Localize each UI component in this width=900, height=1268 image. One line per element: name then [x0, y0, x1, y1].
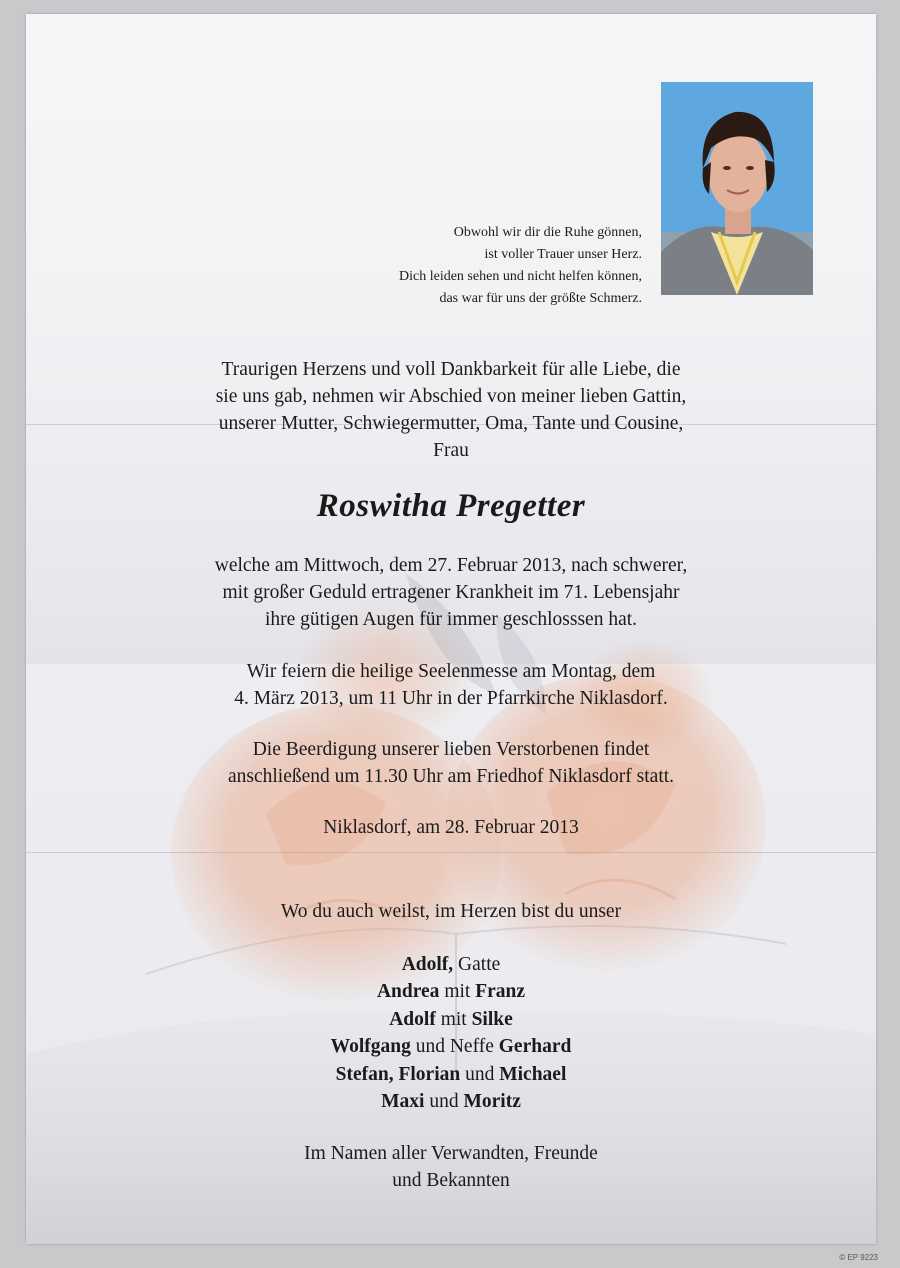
death-line: mit großer Geduld ertragener Krankheit im 71. Lebensjahr	[222, 582, 680, 603]
burial-line: anschließend um 11.30 Uhr am Friedhof Niklasdorf statt.	[227, 766, 675, 787]
mourner-name: Andrea	[376, 981, 440, 1003]
quote-line: das war für uns der größte Schmerz.	[439, 291, 642, 306]
intro-line: sie uns gab, nehmen wir Abschied von meiner lieben Gattin,	[215, 386, 687, 407]
motto-line: Wo du auch weilst, im Herzen bist du unser	[280, 901, 622, 922]
mourner-name: Michael	[499, 1063, 567, 1085]
intro-line: unserer Mutter, Schwiegermutter, Oma, Tante und Cousine,	[218, 413, 684, 434]
mourner-connector: mit	[435, 1008, 472, 1030]
mourner-connector: mit	[439, 981, 476, 1003]
place-date	[106, 814, 796, 841]
obituary-sheet	[26, 14, 876, 1244]
mourner-line	[136, 978, 766, 1005]
mourner-line	[136, 1061, 766, 1088]
mourner-name: Franz	[475, 981, 526, 1003]
death-paragraph	[106, 552, 796, 633]
mourner-line	[136, 1006, 766, 1033]
closing-line: Im Namen aller Verwandten, Freunde	[304, 1143, 598, 1164]
intro-line: Traurigen Herzens und voll Dankbarkeit für alle Liebe, die	[221, 359, 681, 380]
deceased-name: Roswitha Pregetter	[316, 488, 586, 524]
place-date-line: Niklasdorf, am 28. Februar 2013	[323, 817, 579, 838]
quote-line: ist voller Trauer unser Herz.	[484, 247, 642, 262]
mourners-list	[136, 951, 766, 1115]
intro-paragraph	[136, 356, 766, 464]
mourner-connector: und	[424, 1091, 464, 1113]
mass-line: 4. März 2013, um 11 Uhr in der Pfarrkirche Niklasdorf.	[234, 688, 668, 709]
print-code: © EP 9223	[839, 1253, 878, 1262]
mourner-connector: und Neffe	[410, 1036, 499, 1058]
mourner-name: Wolfgang	[330, 1036, 411, 1058]
closing-line: und Bekannten	[392, 1170, 510, 1191]
mass-paragraph	[106, 658, 796, 712]
mourner-line	[136, 1088, 766, 1115]
quote-line: Dich leiden sehen und nicht helfen können,	[399, 269, 642, 284]
death-line: welche am Mittwoch, dem 27. Februar 2013, nach schwerer,	[214, 555, 688, 576]
quote-line: Obwohl wir dir die Ruhe gönnen,	[453, 225, 642, 240]
burial-paragraph	[106, 736, 796, 790]
motto	[106, 898, 796, 925]
mourner-name: Silke	[471, 1008, 513, 1030]
mourner-name: Moritz	[463, 1091, 521, 1113]
mourner-name: Gerhard	[498, 1036, 572, 1058]
death-line: ihre gütigen Augen für immer geschlosssen hat.	[264, 609, 638, 630]
intro-line: Frau	[433, 440, 469, 461]
mourner-name: Maxi	[381, 1091, 425, 1113]
memorial-quote	[326, 222, 642, 310]
closing-note	[136, 1140, 766, 1194]
mourner-relation: Gatte	[453, 954, 501, 975]
burial-line: Die Beerdigung unserer lieben Verstorbenen findet	[252, 739, 650, 760]
mourner-connector: und	[460, 1063, 500, 1085]
mourner-name: Adolf	[389, 1008, 436, 1030]
portrait-photo	[661, 82, 813, 295]
mourner-line	[136, 951, 766, 978]
mourner-line	[136, 1033, 766, 1060]
mourner-name: Adolf,	[401, 954, 454, 975]
mourner-name: Stefan, Florian	[335, 1063, 461, 1085]
fold-line-lower	[26, 852, 876, 853]
mass-line: Wir feiern die heilige Seelenmesse am Montag, dem	[246, 661, 656, 682]
